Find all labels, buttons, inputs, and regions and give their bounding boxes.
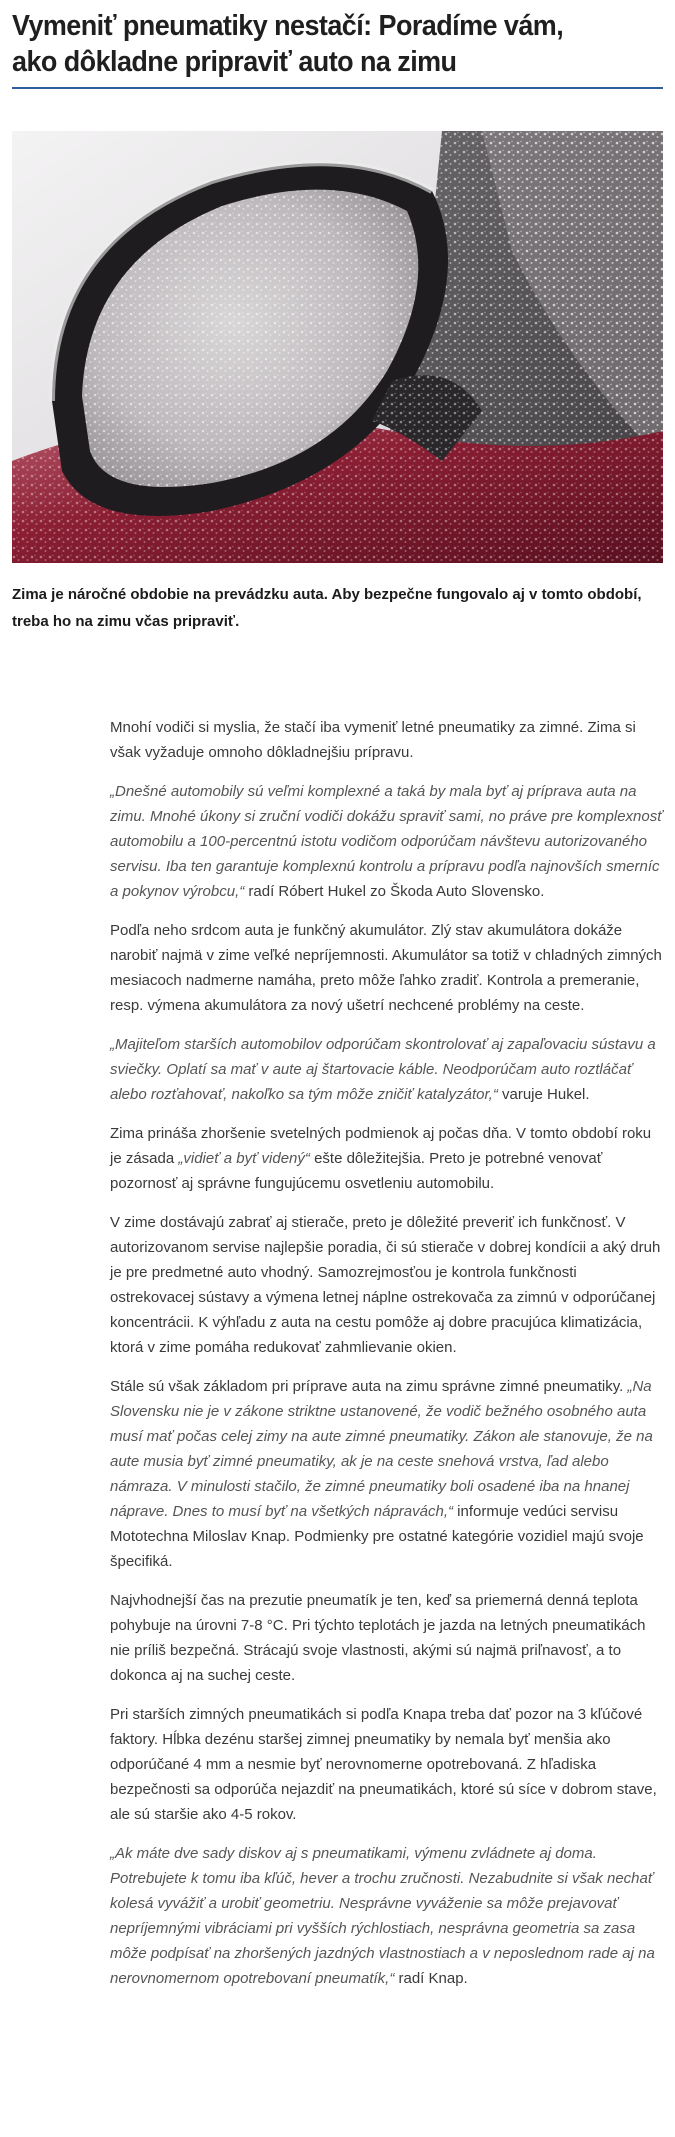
- paragraph: [110, 1032, 664, 1107]
- page-title: Vymeniť pneumatiky nestačí: Poradíme vám, ako dôkladne pripraviť auto na zimu: [12, 10, 564, 78]
- paragraph: [110, 779, 664, 904]
- paragraph: [110, 1374, 664, 1574]
- paragraph: [110, 1841, 664, 1991]
- paragraph: Podľa neho srdcom auta je funkčný akumulátor. Zlý stav akumulátora dokáže narobiť najmä v zime veľké nepríjemnosti. Akumulátor sa totiž v chladných zimných mesiacoch nadmerne namáha, preto môže ľahko zradiť. Kontrola a premeranie, resp. výmena akumulátora za nový ušetrí nechcené problémy na ceste.: [110, 922, 662, 1014]
- emphasis-text: „vidieť a byť videný“: [178, 1150, 310, 1167]
- quote-attribution: varuje Hukel.: [497, 1086, 590, 1103]
- text-span: Stále sú však základom pri príprave auta na zimu správne zimné pneumatiky.: [110, 1378, 628, 1395]
- paragraph: [110, 1121, 664, 1196]
- quote-text: „Ak máte dve sady diskov aj s pneumatikami, výmenu zvládnete aj doma. Potrebujete k tomu iba kľúč, hever a trochu zručnosti. Nezabudnite si však nechať kolesá vyvážiť a urobiť geometriu. Nesprávne vyváženie sa môže prejavovať nepríjemnými vibráciami pri vyšších rýchlostiach, nesprávna geometria sa zasa môže podpísať na zhoršených jazdných vlastnostiach a v neposlednom rade aj na nerovnomernom opotrebovaní pneumatík,“: [110, 1845, 655, 1987]
- quote-attribution: radí Knap.: [394, 1970, 468, 1987]
- quote-attribution: informuje vedúci servisu Mototechna Miloslav Knap. Podmienky pre ostatné kategórie vozidiel majú svoje špecifiká.: [110, 1503, 644, 1570]
- quote-text: „Dnešné automobily sú veľmi komplexné a taká by mala byť aj príprava auta na zimu. Mnohé úkony si zruční vodiči dokážu spraviť sami, no práve pre komplexnosť automobilu a 100-percentnú istotu vodičom odporúčam návštevu autorizovaného servisu. Iba ten garantuje komplexnú kontrolu a prípravu podľa najnovších smerníc a pokynov výrobcu,“: [110, 783, 663, 900]
- paragraph: Pri starších zimných pneumatikách si podľa Knapa treba dať pozor na 3 kľúčové faktory. Hĺbka dezénu staršej zimnej pneumatiky by nemala byť menšia ako odporúčané 4 mm a nesmie byť nerovnomerne opotrebovaná. Z hľadiska bezpečnosti sa odporúča nejazdiť na pneumatikách, ktoré sú síce v dobrom stave, ale sú staršie ako 4-5 rokov.: [110, 1706, 657, 1823]
- text-span: Zima prináša zhoršenie svetelných podmienok aj počas dňa. V tomto období roku je zásada: [110, 1125, 652, 1167]
- quote-text: „Majiteľom starších automobilov odporúčam skontrolovať aj zapaľovaciu sústavu a sviečky. Oplatí sa mať v aute aj štartovacie káble. Neodporúčam auto roztláčať alebo rozťahovať, nakoľko sa tým môže zničiť katalyzátor,“: [110, 1036, 656, 1103]
- text-span: ešte dôležitejšia. Preto je potrebné venovať pozornosť aj správne fungujúcemu osvetleniu automobilu.: [110, 1150, 603, 1192]
- quote-attribution: radí Róbert Hukel zo Škoda Auto Slovensko.: [244, 883, 545, 900]
- paragraph: Najvhodnejší čas na prezutie pneumatík je ten, keď sa priemerná denná teplota pohybuje na úrovni 7-8 °C. Pri týchto teplotách je jazda na letných pneumatikách nie príliš bezpečná. Strácajú svoje vlastnosti, akými sú najmä priľnavosť, a to dokonca aj na suchej ceste.: [110, 1592, 646, 1684]
- paragraph: Mnohí vodiči si myslia, že stačí iba vymeniť letné pneumatiky za zimné. Zima si však vyžaduje omnoho dôkladnejšiu prípravu.: [110, 719, 636, 761]
- image-caption: Zima je náročné obdobie na prevádzku auta. Aby bezpečne fungovalo aj v tomto období, treba ho na zimu včas pripraviť.: [12, 586, 642, 630]
- hero-image: [12, 131, 663, 563]
- frosted-mirror-illustration: [12, 131, 663, 563]
- title-divider: [12, 87, 663, 89]
- article-body: [110, 715, 664, 2005]
- paragraph: V zime dostávajú zabrať aj stierače, preto je dôležité preveriť ich funkčnosť. V autorizovanom servise najlepšie poradia, či sú stierače v dobrej kondícii a aký druh je pre predmetné auto vhodný. Samozrejmosťou je kontrola funkčnosti ostrekovacej sústavy a výmena letnej náplne ostrekovača za zimnú v odporúčanej koncentrácii. K výhľadu z auta na cestu pomôže aj dobre pracujúca klimatizácia, ktorá v zime pomáha redukovať zahmlievanie okien.: [110, 1214, 661, 1356]
- quote-text: „Na Slovensku nie je v zákone striktne ustanovené, že vodič bežného osobného auta musí mať počas celej zimy na aute zimné pneumatiky. Zákon ale stanovuje, že na aute musia byť zimné pneumatiky, ak je na ceste snehová vrstva, ľad alebo námraza. V minulosti stačilo, že zimné pneumatiky boli osadené iba na hnanej náprave. Dnes to musí byť na všetkých nápravách,“: [110, 1378, 653, 1520]
